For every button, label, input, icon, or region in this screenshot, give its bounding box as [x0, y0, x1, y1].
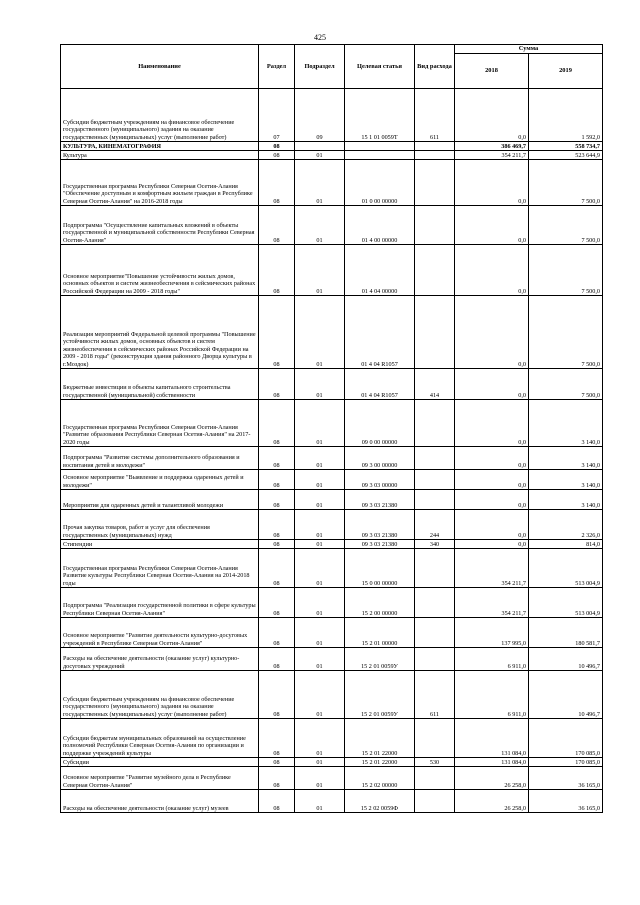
row-subsection-cell: 01	[295, 160, 345, 206]
row-type-cell: 340	[415, 540, 455, 549]
row-type-cell	[415, 470, 455, 490]
row-sum-2018-cell: 0,0	[455, 245, 529, 296]
row-sum-2019-cell: 3 140,0	[529, 470, 603, 490]
row-sum-2018-cell: 137 995,0	[455, 618, 529, 648]
row-subsection-cell: 01	[295, 400, 345, 447]
row-target-cell: 09 0 00 00000	[345, 400, 415, 447]
row-subsection-cell: 01	[295, 540, 345, 549]
table-row	[61, 719, 603, 758]
table-row	[61, 758, 603, 767]
row-name-cell: Субсидии бюджетным учреждениям на финансовое обеспечение государственного (муниципального) задания на оказание государственных (муниципальных) услуг (выполнение работ)	[61, 89, 259, 142]
budget-table	[60, 44, 603, 813]
row-type-cell	[415, 790, 455, 813]
row-name-cell: Основное мероприятие "Развитие деятельности культурно-досуговых учреждений в Республике Северная Осетия-Алания"	[61, 618, 259, 648]
row-target-cell: 15 2 02 00000	[345, 767, 415, 790]
row-sum-2018-cell: 354 211,7	[455, 549, 529, 588]
row-section-cell: 08	[259, 790, 295, 813]
row-sum-2019-cell: 170 085,0	[529, 719, 603, 758]
row-subsection-cell: 01	[295, 618, 345, 648]
row-sum-2018-cell: 26 258,0	[455, 767, 529, 790]
row-target-cell: 09 3 00 00000	[345, 447, 415, 470]
row-target-cell: 01 4 04 R1057	[345, 369, 415, 400]
row-subsection-cell: 01	[295, 790, 345, 813]
row-type-cell	[415, 400, 455, 447]
row-sum-2019-cell: 7 500,0	[529, 296, 603, 369]
row-target-cell: 01 4 04 R1057	[345, 296, 415, 369]
row-type-cell	[415, 151, 455, 160]
row-type-cell	[415, 648, 455, 671]
row-name-cell: Основное мероприятие "Развитие музейного дела в Республике Северная Осетия-Алания"	[61, 767, 259, 790]
table-row	[61, 470, 603, 490]
row-type-cell: 530	[415, 758, 455, 767]
table-row	[61, 549, 603, 588]
row-sum-2018-cell: 0,0	[455, 400, 529, 447]
row-sum-2018-cell: 0,0	[455, 447, 529, 470]
row-sum-2018-cell: 0,0	[455, 369, 529, 400]
row-target-cell	[345, 151, 415, 160]
row-target-cell: 15 2 01 22000	[345, 758, 415, 767]
row-sum-2018-cell: 0,0	[455, 470, 529, 490]
row-subsection-cell: 01	[295, 245, 345, 296]
row-target-cell	[345, 142, 415, 151]
row-sum-2019-cell: 523 644,9	[529, 151, 603, 160]
row-section-cell: 08	[259, 549, 295, 588]
row-subsection-cell: 01	[295, 296, 345, 369]
row-sum-2018-cell: 131 084,0	[455, 719, 529, 758]
row-sum-2019-cell: 180 581,7	[529, 618, 603, 648]
row-target-cell: 01 4 04 00000	[345, 245, 415, 296]
row-name-cell: Основное мероприятие "Выявление и поддержка одаренных детей и молодежи"	[61, 470, 259, 490]
row-type-cell	[415, 142, 455, 151]
row-target-cell: 09 3 03 21380	[345, 540, 415, 549]
row-section-cell: 08	[259, 758, 295, 767]
row-section-cell: 08	[259, 206, 295, 245]
row-name-cell: Подпрограмма "Осуществление капитальных вложений в объекты государственной и муниципальной собственности Республики Северная Осетия-Алания"	[61, 206, 259, 245]
row-subsection-cell: 01	[295, 648, 345, 671]
row-subsection-cell: 01	[295, 151, 345, 160]
header-name: Наименование	[61, 45, 259, 89]
row-subsection-cell: 01	[295, 767, 345, 790]
row-section-cell: 07	[259, 89, 295, 142]
row-subsection-cell: 01	[295, 369, 345, 400]
row-sum-2019-cell: 513 004,9	[529, 549, 603, 588]
row-section-cell: 08	[259, 151, 295, 160]
table-row	[61, 142, 603, 151]
row-sum-2019-cell: 7 500,0	[529, 369, 603, 400]
row-subsection-cell: 01	[295, 671, 345, 719]
row-sum-2019-cell: 1 592,0	[529, 89, 603, 142]
row-section-cell: 08	[259, 245, 295, 296]
row-target-cell: 09 3 03 21380	[345, 490, 415, 510]
row-subsection-cell: 01	[295, 549, 345, 588]
table-row	[61, 790, 603, 813]
row-name-cell: Подпрограмма "Развитие системы дополнительного образования и воспитания детей и молодежи"	[61, 447, 259, 470]
table-row	[61, 245, 603, 296]
row-name-cell: Основное мероприятие"Повышение устойчивости жилых домов, основных объектов и систем жизнеобеспечения в сейсмических районах Российской Федерации на 2009 - 2018 годы"	[61, 245, 259, 296]
row-target-cell: 15 0 00 00000	[345, 549, 415, 588]
row-type-cell	[415, 549, 455, 588]
row-type-cell	[415, 618, 455, 648]
header-section: Раздел	[259, 45, 295, 89]
row-type-cell	[415, 719, 455, 758]
header-expense-type: Вид расхода	[415, 45, 455, 89]
header-sum: Сумма	[455, 45, 603, 54]
row-type-cell: 611	[415, 89, 455, 142]
row-sum-2019-cell: 10 496,7	[529, 671, 603, 719]
row-type-cell	[415, 160, 455, 206]
row-sum-2018-cell: 6 911,0	[455, 648, 529, 671]
row-target-cell: 09 3 03 21380	[345, 510, 415, 540]
row-name-cell: Субсидии	[61, 758, 259, 767]
row-subsection-cell: 01	[295, 758, 345, 767]
table-row	[61, 160, 603, 206]
row-sum-2019-cell: 3 140,0	[529, 447, 603, 470]
row-sum-2018-cell: 0,0	[455, 296, 529, 369]
table-row	[61, 510, 603, 540]
row-sum-2018-cell: 354 211,7	[455, 588, 529, 618]
table-row	[61, 206, 603, 245]
row-name-cell: Мероприятия для одаренных детей и талантливой молодежи	[61, 490, 259, 510]
row-type-cell	[415, 447, 455, 470]
row-sum-2019-cell: 7 500,0	[529, 160, 603, 206]
row-sum-2018-cell: 386 469,7	[455, 142, 529, 151]
row-name-cell: Реализация мероприятий Федеральной целевой программы "Повышение устойчивости жилых домов, основных объектов и систем жизнеобеспечения в сейсмических районах Российской Федерации на 2009 - 2018 годы" (реконструкция здания районного Дворца культуры в г.Моздок)	[61, 296, 259, 369]
table-row	[61, 767, 603, 790]
header-subsection: Подраздел	[295, 45, 345, 89]
row-subsection-cell: 01	[295, 470, 345, 490]
row-sum-2018-cell: 0,0	[455, 160, 529, 206]
header-year-2019: 2019	[529, 54, 603, 89]
row-target-cell: 01 4 00 00000	[345, 206, 415, 245]
row-section-cell: 08	[259, 296, 295, 369]
row-section-cell: 08	[259, 588, 295, 618]
row-section-cell: 08	[259, 447, 295, 470]
row-sum-2018-cell: 0,0	[455, 540, 529, 549]
row-name-cell: Подпрограмма "Реализация государственной политики в сфере культуры Республики Северная Осетия-Алания"	[61, 588, 259, 618]
row-section-cell: 08	[259, 400, 295, 447]
row-name-cell: Стипендии	[61, 540, 259, 549]
row-sum-2018-cell: 0,0	[455, 510, 529, 540]
row-section-cell: 08	[259, 490, 295, 510]
table-row	[61, 447, 603, 470]
table-body	[61, 89, 603, 813]
row-section-cell: 08	[259, 540, 295, 549]
row-name-cell: Расходы на обеспечение деятельности (оказание услуг) музеев	[61, 790, 259, 813]
row-target-cell: 15 2 00 00000	[345, 588, 415, 618]
row-sum-2019-cell: 814,0	[529, 540, 603, 549]
row-target-cell: 15 1 01 0059Т	[345, 89, 415, 142]
row-section-cell: 08	[259, 510, 295, 540]
row-sum-2019-cell: 7 500,0	[529, 206, 603, 245]
row-subsection-cell: 09	[295, 89, 345, 142]
header-year-2018: 2018	[455, 54, 529, 89]
row-subsection-cell	[295, 142, 345, 151]
row-subsection-cell: 01	[295, 206, 345, 245]
row-subsection-cell: 01	[295, 719, 345, 758]
row-name-cell: Бюджетные инвестиции в объекты капитального строительства государственной (муниципальной) собственности	[61, 369, 259, 400]
row-section-cell: 08	[259, 719, 295, 758]
row-name-cell: Субсидии бюджетным учреждениям на финансовое обеспечение государственного (муниципального) задания на оказание государственных (муниципальных) услуг (выполнение работ)	[61, 671, 259, 719]
row-type-cell	[415, 588, 455, 618]
row-target-cell: 15 2 01 0059У	[345, 648, 415, 671]
table-row	[61, 540, 603, 549]
page-number: 425	[314, 33, 326, 42]
row-sum-2018-cell: 0,0	[455, 490, 529, 510]
row-target-cell: 15 2 01 00000	[345, 618, 415, 648]
row-sum-2018-cell: 0,0	[455, 206, 529, 245]
row-subsection-cell: 01	[295, 510, 345, 540]
row-section-cell: 08	[259, 671, 295, 719]
row-type-cell	[415, 245, 455, 296]
row-sum-2018-cell: 6 911,0	[455, 671, 529, 719]
row-name-cell: Государственная программа Республики Северная Осетия-Алания Развитие культуры Республики Северная Осетия-Алания на 2014-2018 годы	[61, 549, 259, 588]
row-sum-2018-cell: 26 258,0	[455, 790, 529, 813]
table-row	[61, 490, 603, 510]
row-name-cell: КУЛЬТУРА, КИНЕМАТОГРАФИЯ	[61, 142, 259, 151]
row-sum-2019-cell: 7 500,0	[529, 245, 603, 296]
row-section-cell: 08	[259, 470, 295, 490]
row-sum-2018-cell: 0,0	[455, 89, 529, 142]
table-row	[61, 671, 603, 719]
row-target-cell: 15 2 02 0059Ф	[345, 790, 415, 813]
table-row	[61, 400, 603, 447]
row-sum-2019-cell: 36 165,0	[529, 790, 603, 813]
row-subsection-cell: 01	[295, 447, 345, 470]
row-section-cell: 08	[259, 160, 295, 206]
row-section-cell: 08	[259, 618, 295, 648]
row-name-cell: Субсидии бюджетам муниципальных образований на осуществление полномочий Республики Северная Осетия-Алания по организации и поддержке учреждений культуры	[61, 719, 259, 758]
row-type-cell: 611	[415, 671, 455, 719]
row-sum-2019-cell: 10 496,7	[529, 648, 603, 671]
row-sum-2019-cell: 2 326,0	[529, 510, 603, 540]
row-type-cell: 244	[415, 510, 455, 540]
table-row	[61, 588, 603, 618]
row-type-cell: 414	[415, 369, 455, 400]
row-target-cell: 15 2 01 22000	[345, 719, 415, 758]
row-sum-2019-cell: 513 004,9	[529, 588, 603, 618]
header-target-article: Целевая статья	[345, 45, 415, 89]
row-sum-2018-cell: 131 084,0	[455, 758, 529, 767]
row-type-cell	[415, 767, 455, 790]
table-row	[61, 151, 603, 160]
row-target-cell: 09 3 03 00000	[345, 470, 415, 490]
table-header	[61, 45, 603, 89]
row-section-cell: 08	[259, 142, 295, 151]
row-type-cell	[415, 490, 455, 510]
row-name-cell: Государственная программа Республики Северная Осетия-Алания "Развитие образования Республики Северная Осетия-Алания" на 2017-2020 годы	[61, 400, 259, 447]
row-type-cell	[415, 206, 455, 245]
row-sum-2019-cell: 170 085,0	[529, 758, 603, 767]
row-sum-2019-cell: 3 140,0	[529, 400, 603, 447]
row-section-cell: 08	[259, 767, 295, 790]
row-section-cell: 08	[259, 648, 295, 671]
table-row	[61, 89, 603, 142]
table-row	[61, 296, 603, 369]
table-row	[61, 369, 603, 400]
row-type-cell	[415, 296, 455, 369]
row-subsection-cell: 01	[295, 588, 345, 618]
row-sum-2019-cell: 558 734,7	[529, 142, 603, 151]
table-row	[61, 648, 603, 671]
row-name-cell: Прочая закупка товаров, работ и услуг для обеспечения государственных (муниципальных) нужд	[61, 510, 259, 540]
row-sum-2019-cell: 3 140,0	[529, 490, 603, 510]
row-section-cell: 08	[259, 369, 295, 400]
row-name-cell: Культура	[61, 151, 259, 160]
table-row	[61, 618, 603, 648]
row-name-cell: Расходы на обеспечение деятельности (оказание услуг) культурно-досуговых учреждений	[61, 648, 259, 671]
row-target-cell: 01 0 00 00000	[345, 160, 415, 206]
row-subsection-cell: 01	[295, 490, 345, 510]
row-target-cell: 15 2 01 0059У	[345, 671, 415, 719]
row-sum-2019-cell: 36 165,0	[529, 767, 603, 790]
row-name-cell: Государственная программа Республики Северная Осетия-Алания "Обеспечение доступным и комфортным жильем граждан в Республике Северная Осетия-Алания" на 2016-2018 годы	[61, 160, 259, 206]
row-sum-2018-cell: 354 211,7	[455, 151, 529, 160]
